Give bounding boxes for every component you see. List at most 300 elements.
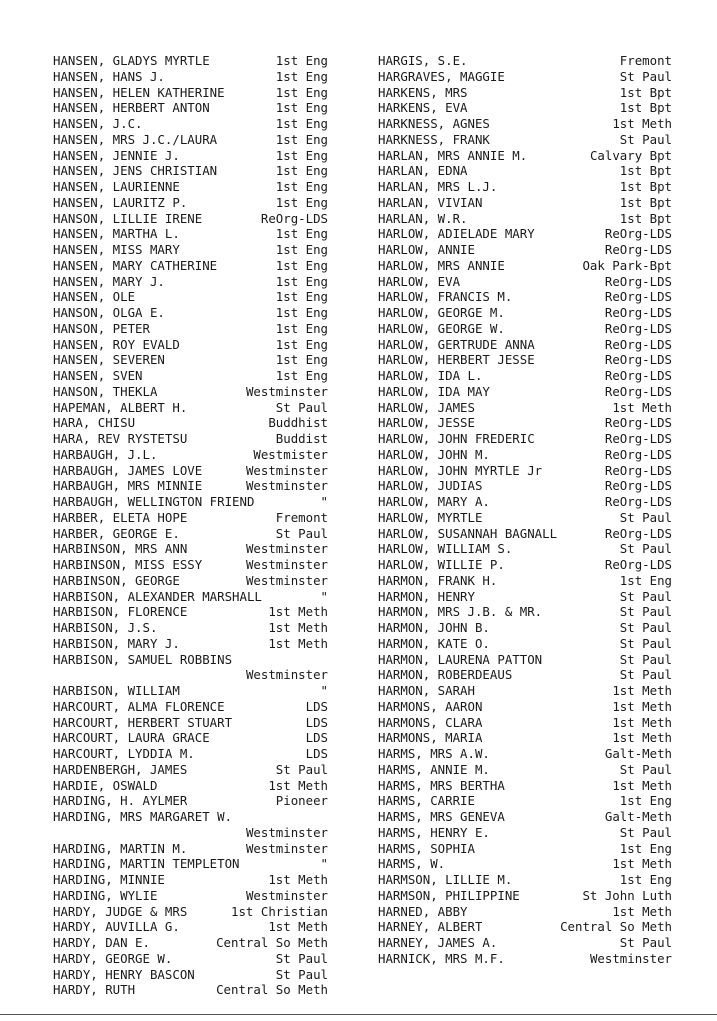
directory-entry [53,904,328,920]
entry-church: ReOrg-LDS [604,478,672,494]
directory-entry [53,526,328,542]
entry-name: HARA, CHISU [53,415,136,431]
directory-entry [378,321,672,337]
entry-church: Westminster [245,572,328,588]
directory-entry [378,856,672,872]
entry-name: HARBINSON, MISS ESSY [53,557,203,572]
entry-name: HARMONS, MARIA [378,730,483,746]
entry-name: HARDY, RUTH [53,982,136,998]
entry-name: HARCOURT, LYDDIA M. [53,746,195,761]
entry-name: HARMON, JOHN B. [378,620,490,635]
entry-church: Calvary Bpt [589,147,672,163]
entry-church: St Paul [275,950,328,966]
entry-name: HARNEY, JAMES A. [378,935,498,950]
entry-church: St Paul [275,761,328,777]
entry-name: HANSEN, JENS CHRISTIAN [53,163,218,179]
directory-entry [53,242,328,258]
directory-entry [378,904,672,920]
entry-name: HANSEN, MARY J. [53,273,165,289]
entry-church: 1st Eng [619,872,672,887]
entry-name: HARMONS, AARON [378,698,483,714]
entry-name: HANSEN, OLE [53,289,136,305]
directory-entry [53,793,328,809]
entry-church: ReOrg-LDS [604,494,672,509]
directory-entry [378,730,672,746]
entry-church: Fremont [275,509,328,525]
entry-church: St Paul [619,935,672,950]
directory-entry [378,431,672,447]
directory-entry [53,179,328,195]
directory-entry [378,778,672,794]
entry-church: 1st Meth [612,730,672,746]
entry-name: HAPEMAN, ALBERT H. [53,399,188,415]
entry-church: 1st Eng [275,273,328,289]
directory-entry [53,274,328,290]
entry-name: HARLOW, GERTRUDE ANNA [378,336,535,352]
entry-church: 1st Meth [612,714,672,730]
entry-name: HARBISON, FLORENCE [53,604,188,620]
entry-church: ReOrg-LDS [604,525,672,541]
entry-name: HARCOURT, ALMA FLORENCE [53,698,225,714]
entry-church: ReOrg-LDS [604,446,672,462]
entry-name: HARKENS, MRS [378,84,468,100]
entry-name: HARCOURT, LAURA GRACE [53,730,210,746]
entry-church: Central So Meth [216,935,328,950]
entry-church: ReOrg-LDS [604,462,672,478]
directory-entry [378,116,672,132]
entry-name: HANSEN, SVEN [53,368,143,383]
directory-entry [53,100,328,116]
entry-church: St Paul [275,525,328,541]
directory-entry [378,935,672,951]
entry-church: " [320,588,328,604]
entry-church: St Paul [619,824,672,840]
entry-name: HARBINSON, MRS ANN [53,541,188,557]
entry-church: 1st Eng [275,100,328,116]
directory-entry [378,526,672,542]
directory-entry [53,463,328,479]
entry-name: HARMON, ROBERDEAUS [378,667,513,683]
entry-name: HARLOW, MARY A. [378,494,490,509]
entry-name: HANSEN, HELEN KATHERINE [53,84,225,100]
entry-church: Westminster [245,824,328,840]
directory-entry [53,85,328,101]
entry-name: HARGIS, S.E. [378,53,468,68]
entry-name: HARDY, HENRY BASCON [53,966,195,982]
entry-name: HARLAN, W.R. [378,210,468,226]
directory-entry [53,967,328,983]
entry-church: 1st Eng [619,840,672,856]
entry-church: 1st Bpt [619,194,672,210]
directory-entry [53,746,328,762]
entry-name: HARMS, MRS A.W. [378,746,490,761]
directory-entry [53,447,328,463]
directory-entry [378,85,672,101]
entry-church: ReOrg-LDS [604,289,672,305]
entry-name: HARLOW, SUSANNAH BAGNALL [378,525,558,541]
entry-church: St John Luth [582,887,672,903]
entry-church: Westmister [253,446,328,462]
entry-name: HARLOW, JOHN FREDERIC [378,431,535,446]
entry-church: Westminster [245,667,328,683]
directory-entry [53,400,328,416]
entry-name: HANSEN, MARY CATHERINE [53,257,218,273]
entry-church: Fremont [619,53,672,68]
entry-name: HANSEN, MISS MARY [53,242,180,257]
directory-entry [53,226,328,242]
entry-church: St Paul [619,509,672,525]
entry-church: 1st Eng [275,305,328,320]
directory-entry [378,148,672,164]
entry-church: 1st Eng [275,131,328,147]
directory-entry [378,384,672,400]
directory-entry [53,919,328,935]
directory-entry [53,620,328,636]
directory-entry [53,809,328,841]
directory-entry [53,116,328,132]
entry-church: ReOrg-LDS [604,415,672,431]
entry-name: HARLOW, JOHN MYRTLE Jr [378,462,543,478]
directory-entry [378,746,672,762]
entry-name: HARDING, MRS MARGARET W. [53,809,233,824]
entry-name: HARBISON, WILLIAM [53,683,180,698]
right-column [378,53,672,967]
entry-name: HARLOW, WILLIE P. [378,557,505,572]
entry-name: HARMSON, LILLIE M. [378,872,513,887]
directory-entry [53,478,328,494]
entry-church: Central So Meth [216,982,328,998]
entry-church: ReOrg-LDS [604,352,672,368]
directory-entry [53,305,328,321]
entry-church: 1st Bpt [619,179,672,194]
entry-church: 1st Eng [275,257,328,273]
entry-church: 1st Meth [612,777,672,793]
entry-church: 1st Meth [268,919,328,935]
entry-church: 1st Meth [268,635,328,651]
entry-church: St Paul [275,966,328,982]
entry-church: St Paul [275,399,328,415]
entry-name: HARNEY, ALBERT [378,919,483,935]
entry-name: HANSEN, MRS J.C./LAURA [53,131,218,147]
entry-name: HARLOW, ANNIE [378,242,475,257]
entry-name: HARMON, HENRY [378,588,475,604]
entry-name: HARDING, MARTIN TEMPLETON [53,856,240,872]
directory-entry [378,793,672,809]
entry-name: HARBISON, ALEXANDER MARSHALL [53,588,262,604]
directory-entry [378,195,672,211]
entry-name: HANSEN, HERBERT ANTON [53,100,210,116]
entry-name: HARMS, HENRY E. [378,824,490,840]
entry-church: ReOrg-LDS [604,431,672,446]
directory-entry [53,762,328,778]
entry-church: Westminster [245,887,328,903]
entry-church: ReOrg-LDS [604,226,672,242]
directory-entry [53,195,328,211]
entry-church: Westminster [589,950,672,966]
entry-church: ReOrg-LDS [604,368,672,383]
directory-entry [53,573,328,589]
directory-entry [53,699,328,715]
entry-church: Westminster [245,840,328,856]
entry-name: HARNED, ABBY [378,903,468,919]
directory-entry [378,352,672,368]
entry-church: Westminster [245,541,328,557]
entry-name: HARLOW, WILLIAM S. [378,541,513,557]
directory-entry [378,494,672,510]
entry-church: ReOrg-LDS [604,557,672,572]
entry-church: 1st Eng [275,336,328,352]
directory-entry [53,935,328,951]
entry-church: ReOrg-LDS [604,336,672,352]
directory-entry [53,872,328,888]
entry-church: 1st Eng [275,53,328,68]
entry-church: " [320,683,328,698]
entry-church: 1st Eng [619,572,672,588]
entry-name: HANSON, THEKLA [53,383,158,399]
directory-entry [378,841,672,857]
entry-church: St Paul [619,131,672,147]
entry-church: LDS [305,714,328,730]
entry-church: 1st Meth [268,620,328,635]
entry-church: 1st Eng [275,116,328,131]
entry-name: HARDENBERGH, JAMES [53,761,188,777]
directory-entry [378,699,672,715]
directory-entry [53,888,328,904]
directory-entry [378,888,672,904]
directory-entry [378,951,672,967]
entry-name: HANSON, PETER [53,320,150,336]
directory-entry [53,730,328,746]
directory-entry [53,69,328,85]
directory-entry [53,148,328,164]
entry-church: St Paul [619,68,672,84]
directory-entry [378,667,672,683]
entry-name: HANSEN, HANS J. [53,68,165,84]
directory-entry [378,69,672,85]
entry-church: 1st Eng [275,194,328,210]
entry-church: 1st Eng [275,179,328,194]
directory-entry [378,510,672,526]
entry-name: HARLOW, EVA [378,273,461,289]
directory-entry [53,163,328,179]
entry-name: HARLOW, GEORGE M. [378,305,505,320]
entry-church: Buddhist [268,415,328,431]
entry-name: HANSON, LILLIE IRENE [53,210,203,226]
entry-name: HARBAUGH, WELLINGTON FRIEND [53,494,255,509]
directory-entry [53,289,328,305]
entry-church: St Paul [619,635,672,651]
entry-name: HARMON, LAURENA PATTON [378,651,543,667]
directory-entry [378,573,672,589]
entry-church: St Paul [619,620,672,635]
entry-name: HARMS, ANNIE M. [378,761,490,777]
entry-name: HARMS, SOPHIA [378,840,475,856]
entry-church: 1st Eng [275,368,328,383]
entry-name: HARLAN, VIVIAN [378,194,483,210]
directory-entry [378,589,672,605]
directory-entry [53,352,328,368]
entry-church: 1st Bpt [619,163,672,179]
entry-name: HANSEN, J.C. [53,116,143,131]
directory-entry [378,604,672,620]
entry-name: HANSON, OLGA E. [53,305,165,320]
directory-entry [378,715,672,731]
entry-church: Galt-Meth [604,809,672,824]
entry-name: HARBAUGH, MRS MINNIE [53,478,203,494]
directory-entry [53,636,328,652]
directory-entry [378,305,672,321]
entry-church: St Paul [619,651,672,667]
entry-name: HARLOW, JAMES [378,399,475,415]
directory-entry [53,856,328,872]
directory-entry [378,226,672,242]
entry-name: HARBISON, J.S. [53,620,158,635]
entry-church: 1st Eng [275,226,328,242]
directory-entry [53,604,328,620]
directory-entry [378,762,672,778]
entry-name: HARLOW, IDA L. [378,368,483,383]
entry-church: ReOrg-LDS [604,273,672,289]
directory-entry [378,132,672,148]
directory-entry [378,919,672,935]
directory-entry [53,415,328,431]
entry-name: HARKNESS, FRANK [378,131,490,147]
entry-name: HARBER, ELETA HOPE [53,509,188,525]
directory-entry [53,368,328,384]
entry-name: HARMON, KATE O. [378,635,490,651]
entry-name: HARNICK, MRS M.F. [378,950,505,966]
entry-name: HANSEN, SEVEREN [53,352,165,368]
entry-church: St Paul [619,541,672,557]
entry-name: HANSEN, LAURITZ P. [53,194,188,210]
entry-name: HARKENS, EVA [378,100,468,116]
directory-entry [53,384,328,400]
directory-entry [378,274,672,290]
directory-entry [53,841,328,857]
entry-church: Oak Park-Bpt [582,257,672,273]
entry-name: HARLAN, MRS L.J. [378,179,498,194]
entry-church: " [320,494,328,509]
entry-name: HANSEN, LAURIENNE [53,179,180,194]
entry-church: ReOrg-LDS [604,242,672,257]
entry-name: HARLOW, MYRTLE [378,509,483,525]
entry-church: ReOrg-LDS [260,210,328,226]
entry-name: HARDIE, OSWALD [53,777,158,793]
entry-church: 1st Christian [231,903,328,919]
entry-church: St Paul [619,667,672,683]
directory-entry [378,368,672,384]
entry-church: St Paul [619,761,672,777]
entry-name: HARLAN, EDNA [378,163,468,179]
directory-entry [378,100,672,116]
directory-entry [53,683,328,699]
directory-entry [53,589,328,605]
page-bottom-rule [0,1014,717,1015]
entry-name: HARLOW, JESSE [378,415,475,431]
directory-entry [378,258,672,274]
entry-name: HARLOW, IDA MAY [378,383,490,399]
entry-name: HARLOW, HERBERT JESSE [378,352,535,368]
entry-name: HARMONS, CLARA [378,714,483,730]
directory-entry [53,53,328,69]
entry-church: ReOrg-LDS [604,320,672,336]
directory-entry [378,242,672,258]
directory-entry [378,825,672,841]
directory-entry [378,683,672,699]
directory-entry [378,337,672,353]
directory-entry [53,337,328,353]
entry-name: HARDING, MINNIE [53,872,165,887]
entry-church: Westminster [245,462,328,478]
entry-name: HARBISON, MARY J. [53,635,180,651]
directory-entry [53,557,328,573]
entry-name: HARDING, WYLIE [53,887,158,903]
entry-name: HARBINSON, GEORGE [53,572,180,588]
directory-entry [53,258,328,274]
entry-name: HARGRAVES, MAGGIE [378,68,505,84]
entry-church: Buddist [275,431,328,446]
directory-entry [53,431,328,447]
entry-church: 1st Meth [612,903,672,919]
entry-name: HARDY, GEORGE W. [53,950,173,966]
entry-name: HARCOURT, HERBERT STUART [53,714,233,730]
directory-entry [378,179,672,195]
directory-entry [53,494,328,510]
directory-entry [378,163,672,179]
entry-church: 1st Meth [268,604,328,620]
entry-name: HARLOW, GEORGE W. [378,320,505,336]
entry-church: 1st Eng [275,289,328,305]
directory-entry [53,321,328,337]
entry-church: LDS [305,746,328,761]
directory-entry [53,982,328,998]
entry-name: HANSEN, GLADYS MYRTLE [53,53,210,68]
entry-church: 1st Eng [275,147,328,163]
entry-church: 1st Meth [268,777,328,793]
entry-church: " [320,856,328,872]
entry-name: HARLOW, JUDIAS [378,478,483,494]
directory-entry [53,778,328,794]
entry-name: HARMON, FRANK H. [378,572,498,588]
directory-entry [378,872,672,888]
entry-church: ReOrg-LDS [604,305,672,320]
entry-church: 1st Meth [612,856,672,872]
entry-church: LDS [305,730,328,746]
entry-name: HARLAN, MRS ANNIE M. [378,147,528,163]
entry-church: 1st Meth [612,698,672,714]
directory-entry [53,132,328,148]
entry-name: HARBAUGH, J.L. [53,446,158,462]
entry-name: HARBAUGH, JAMES LOVE [53,462,203,478]
entry-church: 1st Meth [612,399,672,415]
entry-name: HARKNESS, AGNES [378,116,490,131]
entry-name: HANSEN, MARTHA L. [53,226,180,242]
directory-entry [378,53,672,69]
directory-entry [378,809,672,825]
entry-church: Galt-Meth [604,746,672,761]
directory-entry [378,415,672,431]
entry-church: 1st Eng [619,793,672,809]
entry-name: HARMSON, PHILIPPINE [378,887,520,903]
entry-church: 1st Meth [268,872,328,887]
entry-church: 1st Eng [275,68,328,84]
directory-entry [53,951,328,967]
entry-church: 1st Meth [612,116,672,131]
entry-name: HARLOW, FRANCIS M. [378,289,513,305]
entry-name: HARBER, GEORGE E. [53,525,180,541]
directory-entry [53,541,328,557]
entry-name: HARLOW, JOHN M. [378,446,490,462]
